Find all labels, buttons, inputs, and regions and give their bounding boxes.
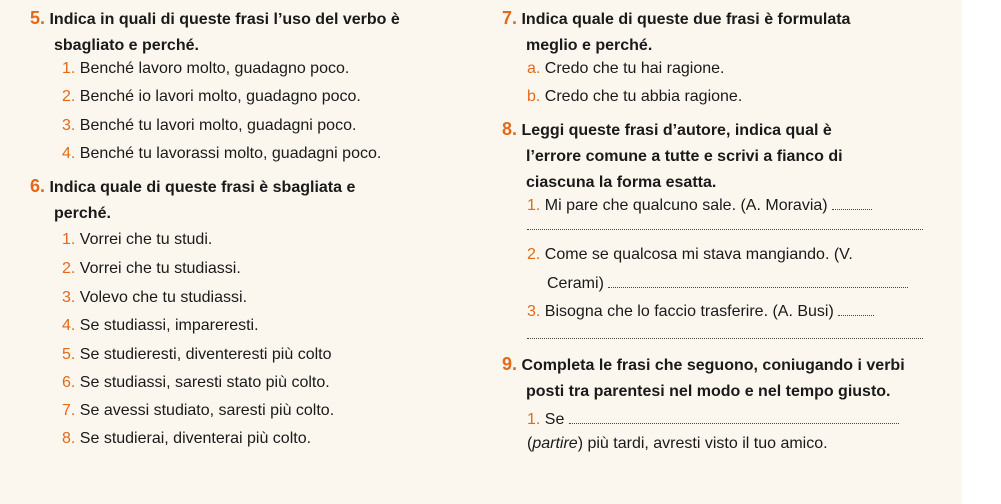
ex7-option-a: a. Credo che tu hai ragione. <box>527 60 725 77</box>
ex7-option-b: b. Credo che tu abbia ragione. <box>527 88 743 105</box>
answer-blank[interactable] <box>832 195 872 210</box>
ex9-item-1: 1. Se <box>527 409 899 430</box>
exercise-5-heading: 5. Indica in quali di queste frasi l’uso del verbo è sbagliato e perché. <box>30 8 400 54</box>
ex8-item-1: 1. Mi pare che qualcuno sale. (A. Moravia) <box>527 195 872 216</box>
exercise-6-heading: 6. Indica quale di queste frasi è sbagliata e perché. <box>30 176 356 222</box>
exercise-9-heading: 9. Completa le frasi che seguono, coniugando i verbi posti tra parentesi nel modo e nel tempo giusto. <box>502 354 905 400</box>
ex6-item-7: 7. Se avessi studiato, saresti più colto. <box>62 402 335 419</box>
ex6-item-1: 1. Vorrei che tu studi. <box>62 231 213 248</box>
ex6-item-6: 6. Se studiassi, saresti stato più colto. <box>62 374 330 391</box>
ex5-item-2: 2. Benché io lavori molto, guadagno poco. <box>62 88 361 105</box>
answer-blank[interactable] <box>569 409 899 424</box>
ex8-item-3: 3. Bisogna che lo faccio trasferire. (A. Busi) <box>527 301 874 322</box>
ex9-item-1-cont: (partire) più tardi, avresti visto il tuo amico. <box>527 435 828 452</box>
ex6-item-2: 2. Vorrei che tu studiassi. <box>62 260 241 277</box>
ex8-item-2: 2. Come se qualcosa mi stava mangiando. (V. <box>527 246 853 263</box>
ex6-item-8: 8. Se studierai, diventerai più colto. <box>62 430 312 447</box>
ex6-item-4: 4. Se studiassi, impareresti. <box>62 317 259 334</box>
answer-blank[interactable] <box>838 301 874 316</box>
exercise-8-heading: 8. Leggi queste frasi d’autore, indica qual è l’errore comune a tutte e scrivi a fianco di ciascuna la forma esatta. <box>502 119 843 191</box>
exercise-7-heading: 7. Indica quale di queste due frasi è formulata meglio e perché. <box>502 8 851 54</box>
page-margin <box>962 0 1001 504</box>
ex6-item-5: 5. Se studieresti, diventeresti più colto <box>62 346 332 363</box>
ex5-item-1: 1. Benché lavoro molto, guadagno poco. <box>62 60 350 77</box>
ex5-item-3: 3. Benché tu lavori molto, guadagni poco. <box>62 117 357 134</box>
answer-line[interactable] <box>527 229 923 230</box>
ex5-item-4: 4. Benché tu lavorassi molto, guadagni poco. <box>62 145 382 162</box>
answer-line[interactable] <box>527 338 923 339</box>
ex6-item-3: 3. Volevo che tu studiassi. <box>62 289 248 306</box>
answer-blank[interactable] <box>608 273 908 288</box>
ex8-item-2-cont: Cerami) <box>547 273 908 294</box>
